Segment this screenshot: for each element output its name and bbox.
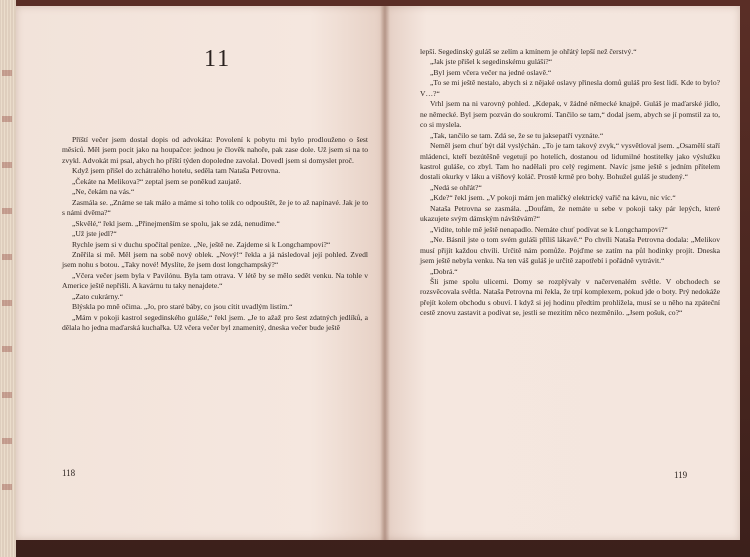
paragraph: Příští večer jsem dostal dopis od advokáta: Povolení k pobytu mi bylo prodlouženo o šest měsíců. Měl jsem pocit jako na houpačce: jednou je člověk nahoře, pak zase dole. Už jsem si na to zvykl. Advokát mi psal, abych ho příští týden dopoledne zavolal. Dovedl jsem si domyslet proč. — [62, 135, 368, 165]
paragraph: „Tak, tančilo se tam. Zdá se, že se tu jaksepatří vyznáte.“ — [430, 130, 604, 140]
paragraph: „Mám v pokoji kastrol segedinského guláše,“ řekl jsem. „Je to ažaž pro šest zdatných jedlíků, a dělala ho jedna maďarská kuchařka. Už včera večer byl znamenitý, dneska večer bude ještě — [62, 312, 368, 333]
paragraph: Nataša Petrovna se zasmála. „Doufám, že nemáte u sebe v pokoji taky pár lepých, které ukazujete svým dámským návštěvám?“ — [420, 203, 720, 224]
paragraph: Rychle jsem si v duchu spočítal peníze. „Ne, ještě ne. Zajdeme si k Longchampovi?“ — [72, 239, 331, 249]
paragraph: Když jsem přišel do zchátralého hotelu, seděla tam Nataša Petrovna. — [72, 166, 281, 176]
paragraph: „Ne, čekám na vás.“ — [72, 187, 135, 197]
paragraph-continuation: lepší. Segedinský guláš se zelím a kmínem je ohřátý lepší než čerstvý.“ — [420, 47, 637, 56]
paragraph: „Vidíte, tohle mě ještě nenapadlo. Nemáte chuť podívat se k Longchampovi?“ — [430, 224, 668, 234]
paragraph: „Zato cukrárny.“ — [72, 291, 123, 301]
paragraph: „Nedá se ohřát?“ — [430, 182, 482, 192]
paragraph: Vrhl jsem na ni varovný pohled. „Kdepak, v žádné německé knajpě. Guláš je maďarské jídlo, ne německé. Byl jsem pozván do soukromí. Tančilo se tam,“ dodal jsem, abych se jí pomstil za to, co si myslela. — [420, 99, 720, 130]
page-number-left: 118 — [62, 468, 76, 478]
paragraph: Zněřila si mě. Měl jsem na sobě nový oblek. „Nový!“ řekla a já následoval její pohled. Zvedl jsem nohu s botou. „Taky nové! Myslíte, že jsem dost longchampský?“ — [62, 249, 368, 270]
paragraph: „Ne. Básnil jste o tom svém guláši příliš lákavě.“ Po chvíli Nataša Petrovna dodala: „Melikov musí přijít každou chvíli. Určitě nám pomůže. Pojďme se zatím na půl hodinky projít. Dneska jsem ještě nebyla venku. Na ten váš guláš je určitě zapotřebí i pořádně vytrávit.“ — [420, 235, 720, 266]
paragraph: „Kde?“ řekl jsem. „V pokoji mám jen maličký elektrický vařič na kávu, nic víc.“ — [430, 193, 676, 203]
paragraph: Neměl jsem chuť být dál vyslýchán. „To je tam takový zvyk,“ vysvětloval jsem. „Osamělí staří mládenci, kteří bezútěšně vegetují po hotelích, dostanou od lidumilné hostitelky jako výslužku kastrol guláše, co zbyl. Tam ho nadělali pro celý regiment. Navíc jsme ještě s jedním přítelem dostali okurky v láku a višňový koláč. Prostě krmě pro bohy. Bohužel guláš je studený.“ — [420, 141, 720, 182]
book-gutter — [380, 6, 390, 540]
paragraph: „Skvělé,“ řekl jsem. „Přinejmenším se spolu, jak se zdá, nenudíme.“ — [72, 218, 280, 228]
paragraph: „Jak jste přišel k segedinskému guláši?“ — [430, 57, 553, 67]
paragraph: „Byl jsem včera večer na jedné oslavě.“ — [430, 67, 552, 77]
page-edge-marks — [2, 30, 12, 530]
chapter-number: 11 — [204, 46, 232, 72]
left-page — [16, 6, 384, 540]
right-page — [384, 6, 740, 540]
paragraph: Šli jsme spolu ulicemi. Domy se rozplývaly v načervenalém světle. V obchodech se rozsvěcovala světla. Nataša Petrovna mi řekla, že trpí komplexem, pokud jde o boty. Prý nedokáže přejít kolem obchodu s obuví. I když si jej hodinu předtím prohlížela, musí se u něho na zpáteční cestě znovu zastavit a podívat se, jestli se mezitím něco nezměnilo. „Jsem pošuk, co?“ — [420, 276, 720, 318]
paragraph: Blýskla po mně očima. „Jo, pro staré báby, co jsou cítit uvadlým listím.“ — [72, 302, 293, 312]
right-page-text — [420, 47, 720, 319]
page-number-right: 119 — [674, 470, 688, 480]
paragraph: „Dobrá.“ — [430, 266, 458, 276]
paragraph: „Čekáte na Melikova?“ zeptal jsem se poněkud zaujatě. — [72, 176, 242, 186]
paragraph: „To se mi ještě nestalo, abych si z nějaké oslavy přinesla domů guláš pro šest lidí. Kde to bylo? V…?“ — [420, 78, 720, 98]
left-page-text — [62, 135, 368, 334]
paragraph: „Už jste jedl?“ — [72, 229, 117, 239]
paragraph: Zasmála se. „Známe se tak málo a máme si toho tolik co odpouštět, že je to až napínavé. Jak je to s námi dvěma?“ — [62, 197, 368, 218]
paragraph: „Včera večer jsem byla v Pavilónu. Byla tam otrava. V létě by se mělo sedět venku. Na tohle v Americe ještě nepřišli. A kavárnu tu taky nenajdete.“ — [62, 270, 368, 291]
page-edges — [0, 0, 16, 557]
